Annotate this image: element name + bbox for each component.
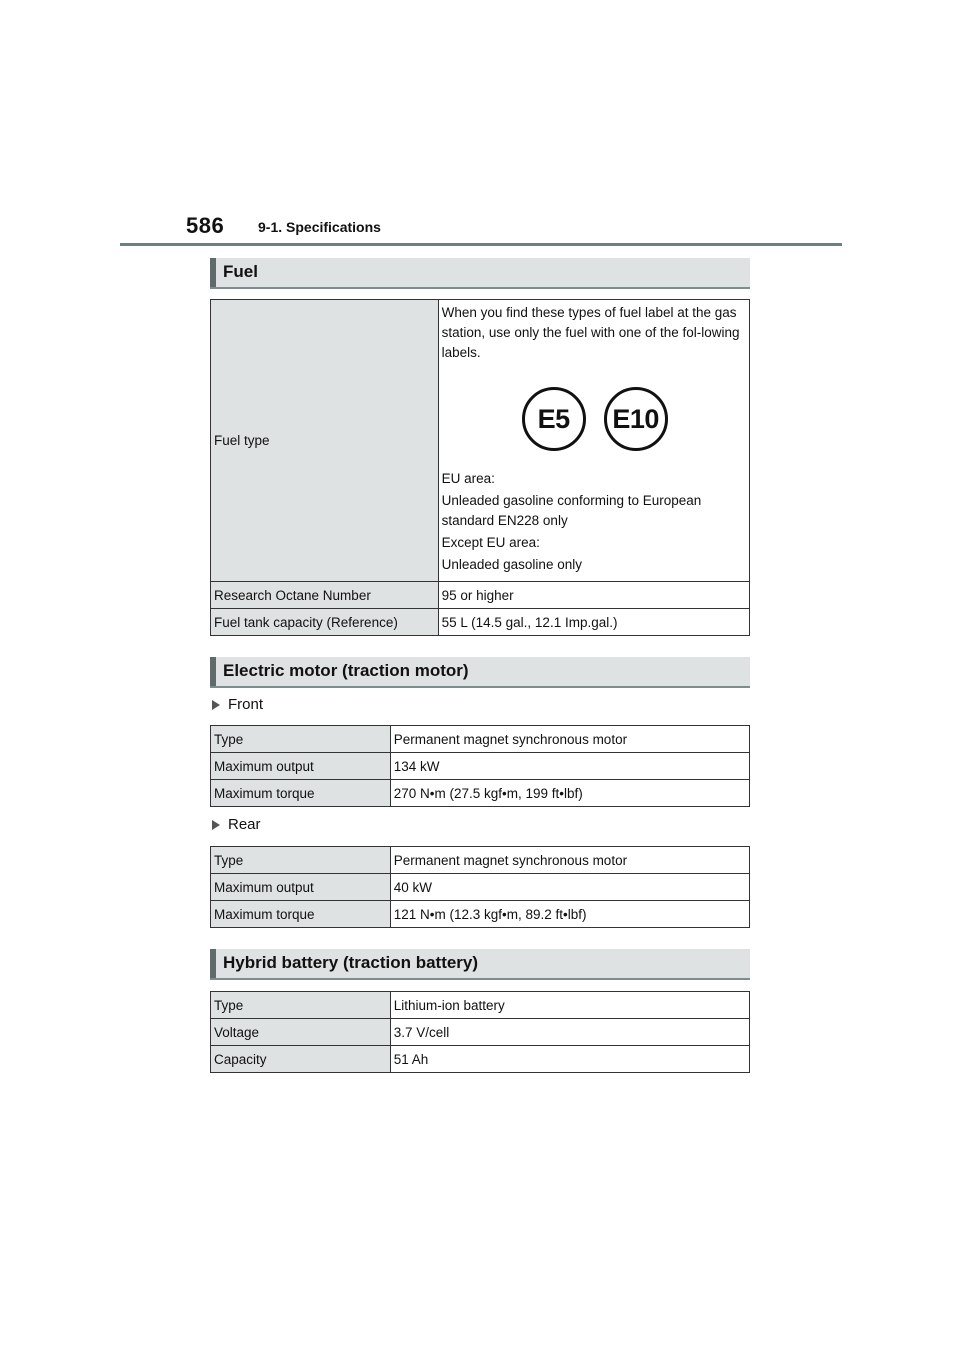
fuel-type-intro: When you find these types of fuel label at the gas station, use only the fuel with one of the fol-lowing labels.: [441, 305, 740, 360]
battery-table: [210, 991, 750, 1073]
e5-fuel-label-icon: E5: [522, 387, 586, 451]
row-value: 95 or higher: [438, 582, 749, 609]
header-divider: [120, 243, 842, 246]
fuel-type-value: [438, 300, 749, 582]
row-value: 134 kW: [390, 753, 749, 780]
table-row: [211, 753, 750, 780]
table-row: [211, 726, 750, 753]
row-value: 3.7 V/cell: [390, 1019, 749, 1046]
table-row: [211, 582, 750, 609]
motor-heading: [210, 657, 750, 688]
row-label: Maximum torque: [211, 780, 391, 807]
table-row: [211, 780, 750, 807]
table-row: [211, 300, 750, 582]
rear-motor-table: [210, 846, 750, 928]
table-row: [211, 874, 750, 901]
motor-heading-text: Electric motor (traction motor): [223, 661, 469, 680]
row-label: Maximum output: [211, 753, 391, 780]
front-motor-table: [210, 725, 750, 807]
rear-subheading: [212, 816, 261, 833]
row-label: Capacity: [211, 1046, 391, 1073]
eu-area-heading: EU area:: [441, 471, 495, 486]
fuel-heading-text: Fuel: [223, 262, 258, 281]
row-label: Type: [211, 992, 391, 1019]
row-value: 121 N•m (12.3 kgf•m, 89.2 ft•lbf): [390, 901, 749, 928]
triangle-bullet-icon: [212, 820, 220, 830]
front-label: Front: [228, 696, 264, 713]
row-label: Maximum torque: [211, 901, 391, 928]
row-value: Permanent magnet synchronous motor: [390, 726, 749, 753]
row-value: 55 L (14.5 gal., 12.1 Imp.gal.): [438, 609, 749, 636]
row-value: 40 kW: [390, 874, 749, 901]
except-eu-heading: Except EU area:: [441, 535, 540, 550]
row-label: Voltage: [211, 1019, 391, 1046]
row-label: Type: [211, 726, 391, 753]
row-label: Maximum output: [211, 874, 391, 901]
page-number: 586: [186, 213, 225, 238]
eu-area-text: Unleaded gasoline conforming to European standard EN228 only: [441, 493, 702, 528]
row-label: Fuel tank capacity (Reference): [211, 609, 439, 636]
except-eu-text: Unleaded gasoline only: [441, 557, 582, 572]
battery-heading: [210, 949, 750, 980]
fuel-table: [210, 299, 750, 636]
section-title: 9-1. Specifications: [258, 219, 381, 235]
row-value: Permanent magnet synchronous motor: [390, 847, 749, 874]
table-row: [211, 609, 750, 636]
table-row: [211, 992, 750, 1019]
table-row: [211, 901, 750, 928]
table-row: [211, 847, 750, 874]
fuel-heading: [210, 258, 750, 289]
row-value: 270 N•m (27.5 kgf•m, 199 ft•lbf): [390, 780, 749, 807]
e10-fuel-label-icon: E10: [604, 387, 668, 451]
fuel-labels: [442, 387, 746, 461]
battery-heading-text: Hybrid battery (traction battery): [223, 953, 479, 972]
fuel-type-label: Fuel type: [211, 300, 439, 582]
row-label: Type: [211, 847, 391, 874]
table-row: [211, 1019, 750, 1046]
front-subheading: [212, 696, 263, 713]
triangle-bullet-icon: [212, 700, 220, 710]
rear-label: Rear: [228, 816, 261, 833]
row-value: Lithium-ion battery: [390, 992, 749, 1019]
row-value: 51 Ah: [390, 1046, 749, 1073]
row-label: Research Octane Number: [211, 582, 439, 609]
table-row: [211, 1046, 750, 1073]
